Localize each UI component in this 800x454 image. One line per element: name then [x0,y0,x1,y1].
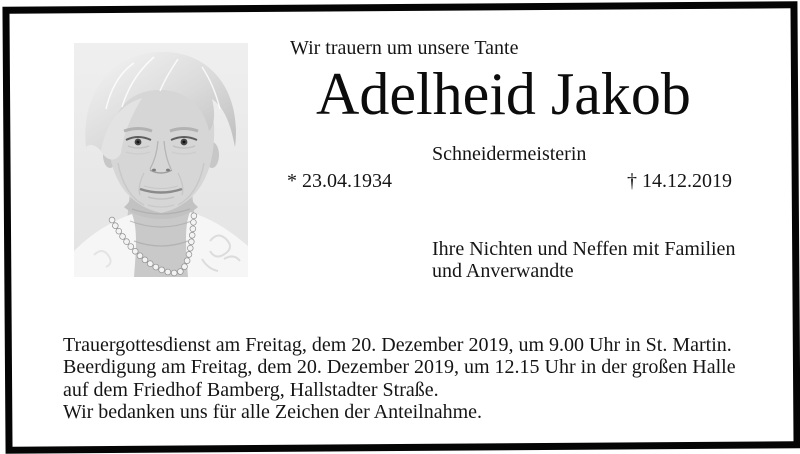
portrait-photo [74,43,248,277]
birth-date: * 23.04.1934 [287,170,392,192]
mourners-line-1: Ihre Nichten und Neffen mit Familien [432,238,736,260]
announcement-line-2: Beerdigung am Freitag, dem 20. Dezember 2019, um 12.15 Uhr in der großen Halle [63,356,736,379]
portrait-photo-graphic [74,43,248,277]
profession-line: Schneidermeisterin [432,143,587,165]
intro-line: Wir trauern um unsere Tante [290,37,519,59]
announcement-line-4: Wir bedanken uns für alle Zeichen der Anteilnahme. [63,401,483,424]
announcement-block [63,334,736,424]
announcement-line-1: Trauergottesdienst am Freitag, dem 20. Dezember 2019, um 9.00 Uhr in St. Martin. [63,334,732,356]
death-date: † 14.12.2019 [627,170,732,192]
mourners-block [432,238,735,283]
announcement-line-3: auf dem Friedhof Bamberg, Hallstadter Straße. [63,378,439,401]
mourners-line-2: und Anverwandte [432,260,574,283]
deceased-name: Adelheid Jakob [316,61,691,127]
